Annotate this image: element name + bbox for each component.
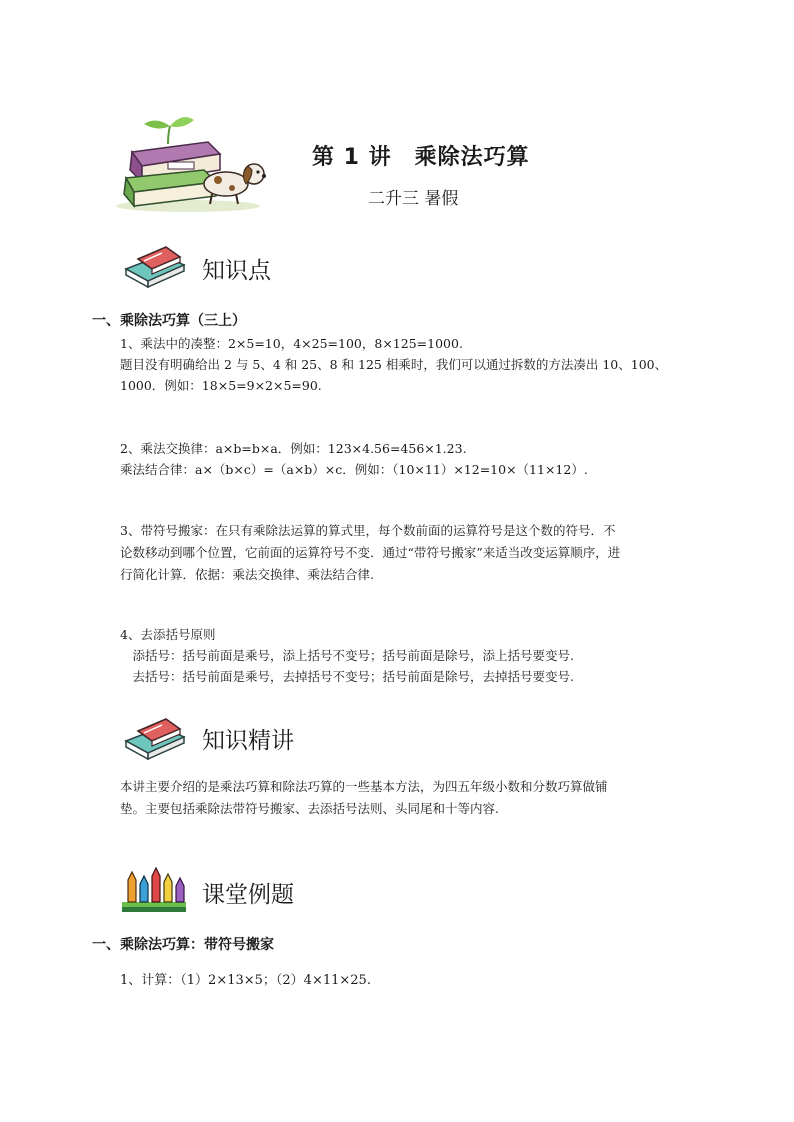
- examples-heading: 一、乘除法巧算：带符号搬家: [92, 937, 274, 953]
- text-line: 乘法结合律：a×（b×c）=（a×b）×c．例如：（10×11）×12=10×（11×12）.: [120, 462, 588, 477]
- text-line: 去括号：括号前面是乘号，去掉括号不变号；括号前面是除号，去掉括号要变号.: [120, 669, 574, 684]
- text-line: 3、带符号搬家：在只有乘除法运算的算式里，每个数前面的运算符号是这个数的符号．不: [120, 523, 616, 538]
- text-line: 垫。主要包括乘除法带符号搬家、去添括号法则、头同尾和十等内容.: [120, 801, 499, 816]
- knowledge-heading: 一、乘除法巧算（三上）: [92, 313, 246, 329]
- text-line: 题目没有明确给出 2 与 5、4 和 25、8 和 125 相乘时，我们可以通过拆数的方法凑出 10、100、: [120, 357, 668, 372]
- knowledge-item-4: [120, 624, 574, 687]
- text-line: 添括号：括号前面是乘号，添上括号不变号；括号前面是除号，添上括号要变号.: [120, 648, 574, 663]
- books-icon: [122, 715, 188, 761]
- books-dog-illustration: [108, 112, 273, 214]
- page-title: 第 1 讲 乘除法巧算: [312, 145, 530, 170]
- text-line: 论数移动到哪个位置，它前面的运算符号不变．通过“带符号搬家”来适当改变运算顺序，进: [120, 545, 621, 560]
- pencils-icon: [120, 866, 188, 914]
- text-line: 2、乘法交换律：a×b=b×a．例如：123×4.56=456×1.23.: [120, 441, 467, 456]
- section-lecture-title: 知识精讲: [202, 728, 294, 754]
- lecture-paragraph: [120, 776, 608, 820]
- text-line: 本讲主要介绍的是乘法巧算和除法巧算的一些基本方法，为四五年级小数和分数巧算做铺: [120, 779, 608, 794]
- knowledge-item-1: [120, 333, 667, 396]
- page-subtitle: 二升三 暑假: [368, 189, 459, 209]
- text-line: 4、去添括号原则: [120, 627, 216, 642]
- section-knowledge-title: 知识点: [202, 258, 271, 284]
- example-question-1: [120, 970, 371, 991]
- text-line: 1000．例如：18×5=9×2×5=90.: [120, 378, 322, 393]
- knowledge-item-3: [120, 520, 620, 586]
- knowledge-item-2: [120, 438, 588, 480]
- section-examples-title: 课堂例题: [202, 882, 294, 908]
- text-line: 1、乘法中的凑整：2×5=10，4×25=100，8×125=1000.: [120, 336, 463, 351]
- books-icon: [122, 243, 188, 289]
- text-line: 行简化计算．依据：乘法交换律、乘法结合律.: [120, 567, 374, 582]
- text-line: 1、计算：（1）2×13×5；（2）4×11×25.: [120, 973, 371, 988]
